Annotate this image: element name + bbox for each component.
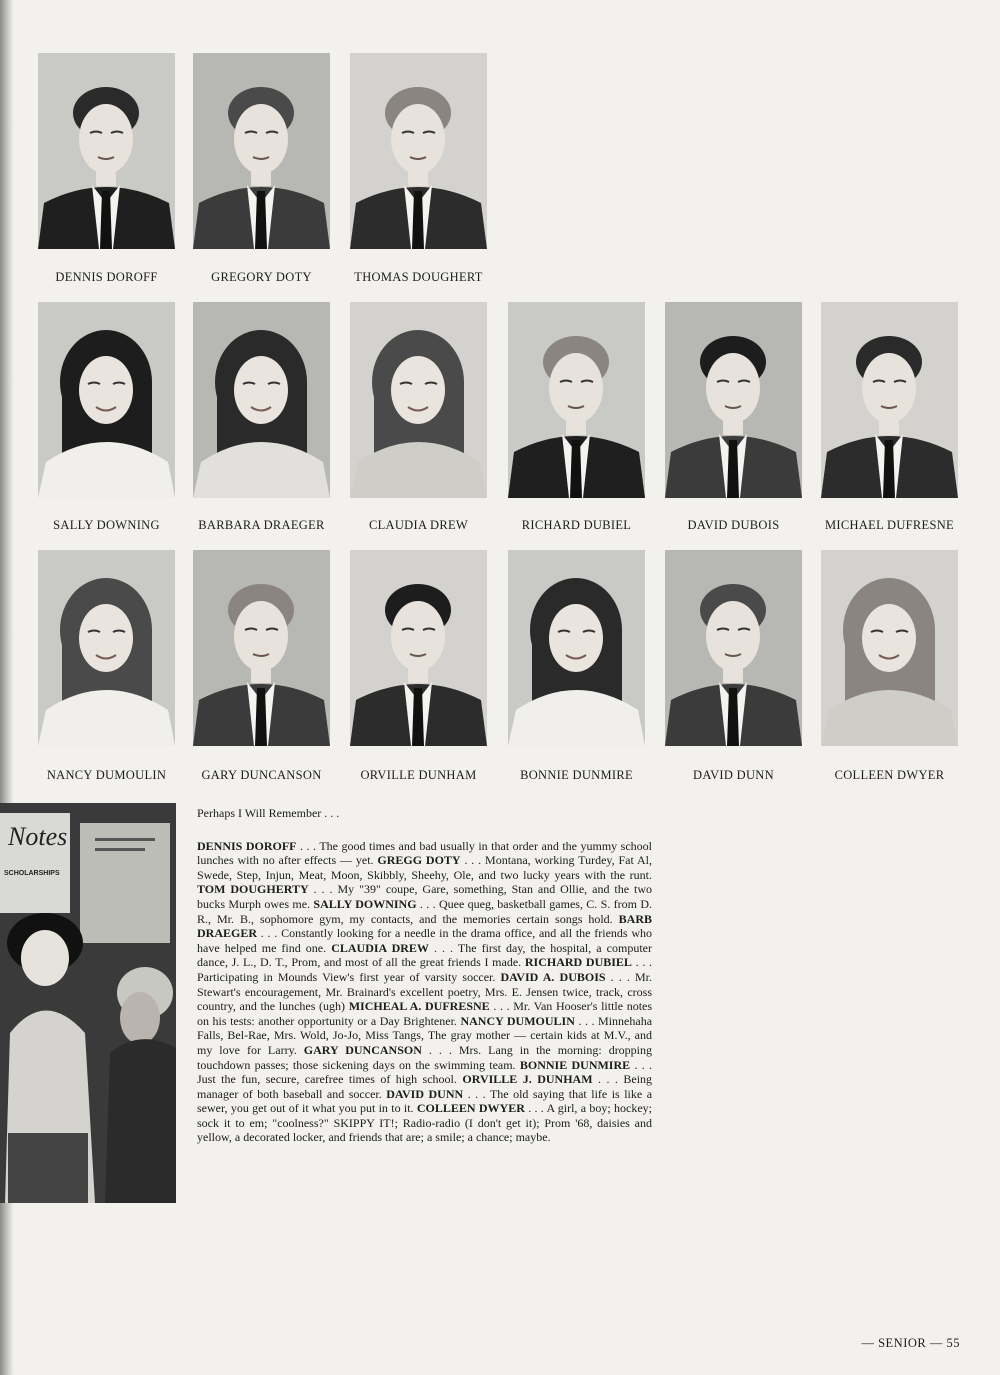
senior-name-caption: COLLEEN DWYER — [834, 768, 945, 782]
memory-name: BONNIE DUNMIRE — [519, 1057, 631, 1072]
senior-name-caption: DAVID DUBOIS — [687, 518, 780, 532]
senior-name-caption: THOMAS DOUGHERT — [354, 270, 483, 284]
senior-portrait — [350, 550, 487, 746]
memory-name: DAVID A. DUBOIS — [500, 969, 606, 984]
page-number: — SENIOR — 55 — [861, 1336, 960, 1350]
memory-name: DAVID DUNN — [386, 1086, 464, 1101]
memories-paragraph — [197, 839, 652, 1145]
senior-name-caption: GARY DUNCANSON — [201, 768, 322, 782]
scholarships-poster-text: SCHOLARSHIPS — [4, 870, 60, 877]
memories-text-block — [197, 806, 652, 1145]
memory-name: BARB DRAEGER — [197, 911, 652, 941]
memory-name: ORVILLE J. DUNHAM — [462, 1072, 593, 1087]
memory-name: DENNIS DOROFF — [197, 838, 297, 853]
senior-portrait — [350, 53, 487, 249]
senior-name-caption: NANCY DUMOULIN — [46, 768, 167, 782]
memory-text: . . . The old saying that life is like a sewer, you get out of it what you put in to it. — [197, 1086, 653, 1116]
senior-name-caption: BONNIE DUNMIRE — [520, 768, 633, 782]
memory-text: . . . Minnehaha Falls, Bel-Rae, Mrs. Wold, Jo-Jo, Miss Tangs, The gray mother — certain kids at M.V., and my love for Larry. — [197, 1013, 653, 1057]
memory-text: . . . A girl, a boy; hockey; sock it to em; "coolness?" SKIPPY IT!; Radio-radio (I don't get it); Prom '68, daisies and yellow, a decorated locker, and friends that are; a smile; a chance; maybe. — [197, 1101, 653, 1145]
senior-portrait — [508, 550, 645, 746]
memory-text: . . . Participating in Mounds View's first year of varsity soccer. — [197, 955, 653, 984]
memories-intro: Perhaps I Will Remember . . . — [197, 806, 340, 820]
memory-text: . . . The first day, the hospital, a computer dance, J. L., D. T., Prom, and most of all the great friends I made. — [197, 940, 652, 970]
senior-portrait — [821, 302, 958, 498]
senior-portrait — [193, 53, 330, 249]
memory-name: RICHARD DUBIEL — [524, 955, 632, 970]
memory-text: . . . Mr. Van Hooser's little notes on his tests: another opportunity or a Day Brightener. — [197, 999, 653, 1028]
memory-name: CLAUDIA DREW — [331, 940, 429, 955]
senior-name-caption: SALLY DOWNING — [53, 518, 160, 532]
senior-portrait — [38, 550, 175, 746]
senior-name-caption: DAVID DUNN — [693, 768, 774, 782]
memory-text: . . . Being manager of both baseball and soccer. — [197, 1072, 653, 1101]
senior-portrait — [350, 302, 487, 498]
senior-portrait — [821, 550, 958, 746]
memory-text: . . . Constantly looking for a needle in the drama office, and all the friends who have helped me find one. — [197, 926, 652, 955]
senior-name-caption: BARBARA DRAEGER — [198, 518, 325, 532]
senior-portrait — [508, 302, 645, 498]
memory-text: . . . Montana, working Turdey, Fat Al, Swede, Step, Injun, Meat, Moon, Skibbly, Sheehy, Ole, and two lucky years with the runt. — [197, 853, 653, 882]
candid-photo — [0, 803, 176, 1203]
memory-text: . . . The good times and bad usually in that order and the yummy school lunches with no after effects — yet. — [197, 838, 652, 868]
memory-text: . . . Mr. Stewart's encouragement, Mr. Brainard's excellent poetry, Mrs. E. Jensen twice, track, cross country, and the lunches (ugh) — [197, 969, 653, 1014]
senior-name-caption: CLAUDIA DREW — [368, 518, 469, 532]
memory-text: . . . Quee queg, basketball games, C. S. from D. R., Mr. B., sophomore gym, my contacts, and the memories certain songs hold. — [197, 896, 653, 926]
memory-name: SALLY DOWNING — [313, 896, 417, 911]
memory-name: NANCY DUMOULIN — [460, 1013, 575, 1028]
memory-text: . . . Mrs. Lang in the morning: dropping touchdown passes; those sickening days on the swimming team. — [197, 1042, 653, 1072]
senior-portrait — [665, 550, 802, 746]
senior-name-caption: RICHARD DUBIEL — [521, 518, 632, 532]
senior-name-caption: DENNIS DOROFF — [55, 270, 158, 284]
memory-text: . . . My "39" coupe, Gare, something, Stan and Ollie, and the two bucks Murph owes me. — [197, 882, 653, 911]
memory-name: GARY DUNCANSON — [303, 1042, 422, 1057]
memory-name: MICHEAL A. DUFRESNE — [348, 999, 490, 1014]
senior-name-caption: GREGORY DOTY — [211, 270, 312, 284]
senior-portrait — [38, 302, 175, 498]
senior-name-caption: ORVILLE DUNHAM — [360, 768, 477, 782]
senior-portrait — [193, 302, 330, 498]
senior-portrait — [193, 550, 330, 746]
senior-name-caption: MICHAEL DUFRESNE — [825, 518, 954, 532]
senior-portrait — [665, 302, 802, 498]
memory-text: . . . Just the fun, secure, carefree times of high school. — [197, 1057, 653, 1087]
memory-name: GREGG DOTY — [377, 853, 461, 868]
memory-name: TOM DOUGHERTY — [197, 882, 309, 897]
memory-name: COLLEEN DWYER — [416, 1101, 525, 1116]
senior-portrait — [38, 53, 175, 249]
notes-sign-text: Notes — [8, 822, 68, 851]
